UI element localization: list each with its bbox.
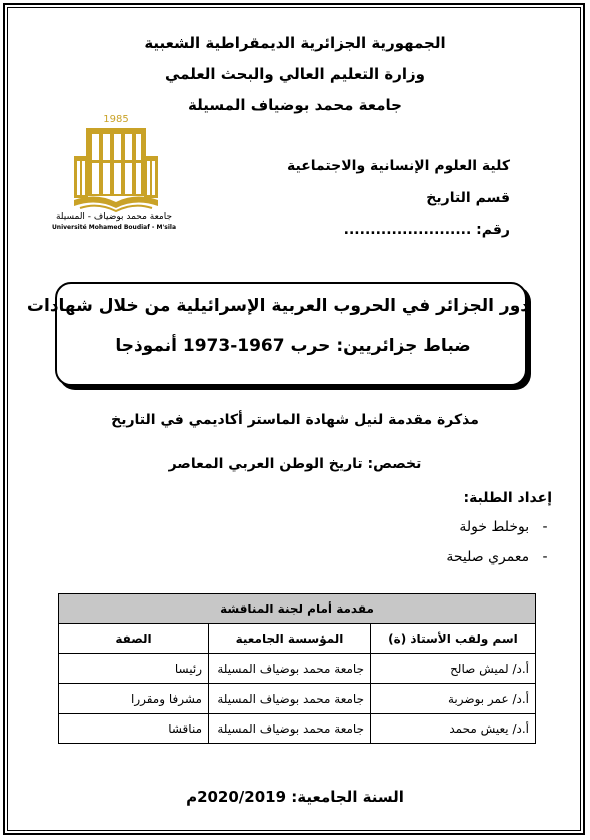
jury-caption-row (59, 594, 536, 624)
students-label: إعداد الطلبة: (463, 490, 552, 506)
jury-caption: مقدمة أمام لجنة المناقشة (59, 594, 536, 624)
logo-arabic-name: جامعة محمد بوضياف - المسيلة (55, 212, 173, 222)
thesis-title-line-1: دور الجزائر في الحروب العربية الإسرائيلية من خلال شهادات (26, 296, 529, 316)
republic-heading: الجمهورية الجزائرية الديمقراطية الشعبية (144, 34, 446, 52)
student-name: معمري صليحة (446, 549, 530, 565)
student-item (459, 519, 552, 535)
jury-header-row (59, 624, 536, 654)
reference-number: رقم: ........................ (343, 222, 510, 238)
thesis-title-line-2: ضباط جزائريين: حرب 1967-1973 أنموذجا (115, 336, 471, 356)
department-label: قسم التاريخ (426, 190, 510, 206)
jury-member-role: مناقشا (59, 714, 209, 744)
jury-member-role: رئيسا (59, 654, 209, 684)
thesis-title-box (26, 282, 529, 386)
bullet-dash-icon: - (529, 549, 552, 565)
table-row (59, 654, 536, 684)
jury-header-institution: المؤسسة الجامعية (209, 624, 371, 654)
jury-table (58, 593, 536, 744)
jury-header-name: اسم ولقب الأستاذ (ة) (371, 624, 536, 654)
jury-member-name: أ.د/ يعيش محمد (371, 714, 536, 744)
jury-header-role: الصفة (59, 624, 209, 654)
jury-member-name: أ.د/ لميش صالح (371, 654, 536, 684)
bullet-dash-icon: - (529, 519, 552, 535)
jury-member-institution: جامعة محمد بوضياف المسيلة (209, 714, 371, 744)
jury-member-institution: جامعة محمد بوضياف المسيلة (209, 654, 371, 684)
university-heading: جامعة محمد بوضياف المسيلة (188, 96, 402, 114)
student-name: بوخلط خولة (459, 519, 530, 535)
ministry-heading: وزارة التعليم العالي والبحث العلمي (164, 65, 426, 83)
student-item (446, 549, 552, 565)
logo-french-name: Université Mohamed Boudiaf - M'sila (51, 224, 177, 231)
jury-member-name: أ.د/ عمر بوضربة (371, 684, 536, 714)
jury-member-role: مشرفا ومقررا (59, 684, 209, 714)
table-row (59, 714, 536, 744)
jury-member-institution: جامعة محمد بوضياف المسيلة (209, 684, 371, 714)
table-row (59, 684, 536, 714)
logo-year: 1985 (103, 114, 129, 125)
faculty-label: كلية العلوم الإنسانية والاجتماعية (287, 158, 510, 174)
specialty-label: تخصص: تاريخ الوطن العربي المعاصر (168, 456, 422, 472)
academic-year: السنة الجامعية: 2020/2019م (186, 788, 404, 806)
university-logo (44, 108, 184, 233)
memo-description: مذكرة مقدمة لنيل شهادة الماستر أكاديمي في التاريخ (111, 412, 479, 428)
